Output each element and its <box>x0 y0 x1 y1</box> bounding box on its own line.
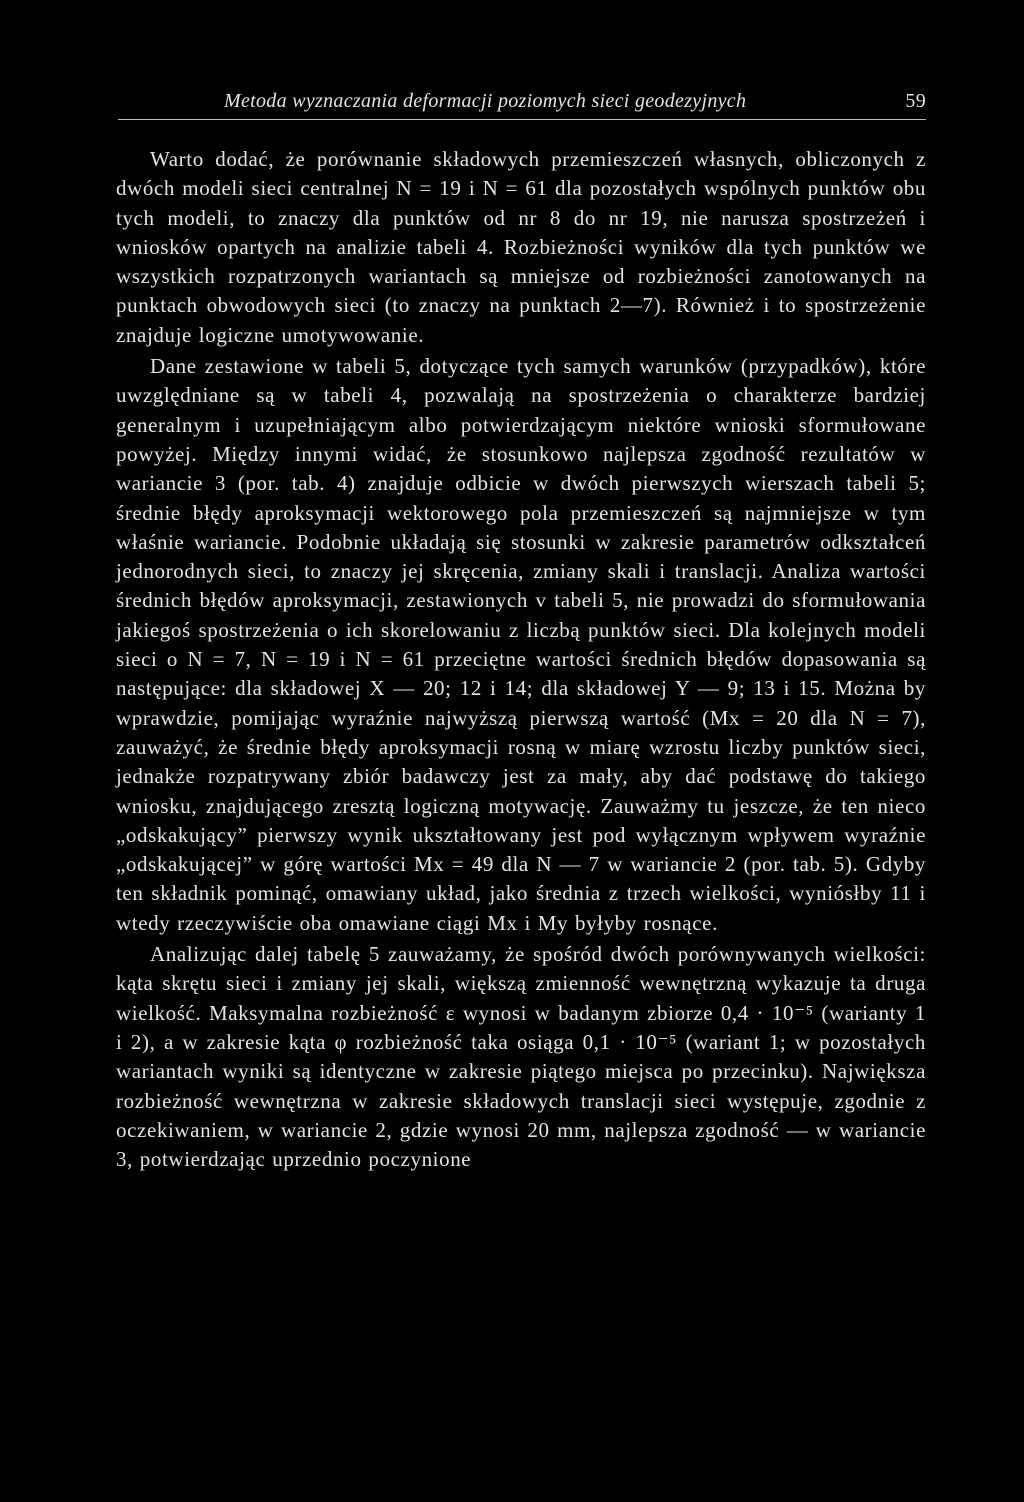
paragraph-3: Analizując dalej tabelę 5 zauważamy, że spośród dwóch porównywanych wielkości: kąta skrętu sieci i zmiany jej skali, większą zmienność wewnętrzną wykazuje ta druga wielkość. Maksymalna rozbieżność ε wynosi w badanym zbiorze 0,4 · 10⁻⁵ (warianty 1 i 2), a w zakresie kąta φ rozbieżność taka osiąga 0,1 · 10⁻⁵ (wariant 1; w pozostałych wariantach wyniki są identyczne w zakresie piątego miejsca po przecinku). Największa rozbieżność wewnętrzna w zakresie składowych translacji sieci występuje, zgodnie z oczekiwaniem, w wariancie 2, gdzie wynosi 20 mm, najlepsza zgodność — w wariancie 3, potwierdzając uprzednio poczynione <box>116 942 926 1172</box>
body-text <box>116 145 926 1174</box>
running-title: Metoda wyznaczania deformacji poziomych sieci geodezyjnych <box>224 90 747 112</box>
header-rule <box>118 119 926 120</box>
paragraph-1: Warto dodać, że porównanie składowych przemieszczeń własnych, obliczonych z dwóch modeli sieci centralnej N = 19 i N = 61 dla pozostałych wspólnych punktów obu tych modeli, to znaczy dla punktów od nr 8 do nr 19, nie narusza spostrzeżeń i wniosków opartych na analizie tabeli 4. Rozbieżności wyników dla tych punktów we wszystkich rozpatrzonych wariantach są mniejsze od rozbieżności zanotowanych na punktach obwodowych sieci (to znaczy na punktach 2—7). Również i to spostrzeżenie znajduje logiczne umotywowanie. <box>116 147 926 347</box>
page-number: 59 <box>905 90 926 112</box>
paragraph-2: Dane zestawione w tabeli 5, dotyczące tych samych warunków (przypadków), które uwzględniane są w tabeli 4, pozwalają na spostrzeżenia o charakterze bardziej generalnym i uzupełniającym albo potwierdzającym niektóre wnioski sformułowane powyżej. Między innymi widać, że stosunkowo najlepsza zgodność rezultatów w wariancie 3 (por. tab. 4) znajduje odbicie w dwóch pierwszych wierszach tabeli 5; średnie błędy aproksymacji wektorowego pola przemieszczeń są najmniejsze w tym właśnie wariancie. Podobnie układają się stosunki w zakresie parametrów odkształceń jednorodnych sieci, to znaczy jej skręcenia, zmiany skali i translacji. Analiza wartości średnich błędów aproksymacji, zestawionych v tabeli 5, nie prowadzi do sformułowania jakiegoś spostrzeżenia o ich skorelowaniu z liczbą punktów sieci. Dla kolejnych modeli sieci o N = 7, N = 19 i N = 61 przeciętne wartości średnich błędów dopasowania są następujące: dla składowej X — 20; 12 i 14; dla składowej Y — 9; 13 i 15. Można by wprawdzie, pomijając wyraźnie najwyższą pierwszą wartość (Mx = 20 dla N = 7), zauważyć, że średnie błędy aproksymacji rosną w miarę wzrostu liczby punktów sieci, jednakże rozpatrywany zbiór badawczy jest za mały, aby dać podstawę do takiego wniosku, znajdującego zresztą logiczną motywację. Zauważmy tu jeszcze, że ten nieco „odskakujący” pierwszy wynik ukształtowany jest pod wyłącznym wpływem wyraźnie „odskakującej” w górę wartości Mx = 49 dla N — 7 w wariancie 2 (por. tab. 5). Gdyby ten składnik pominąć, omawiany układ, jako średnia z trzech wielkości, wyniósłby 11 i wtedy rzeczywiście oba omawiane ciągi Mx i My byłyby rosnące. <box>116 354 926 935</box>
